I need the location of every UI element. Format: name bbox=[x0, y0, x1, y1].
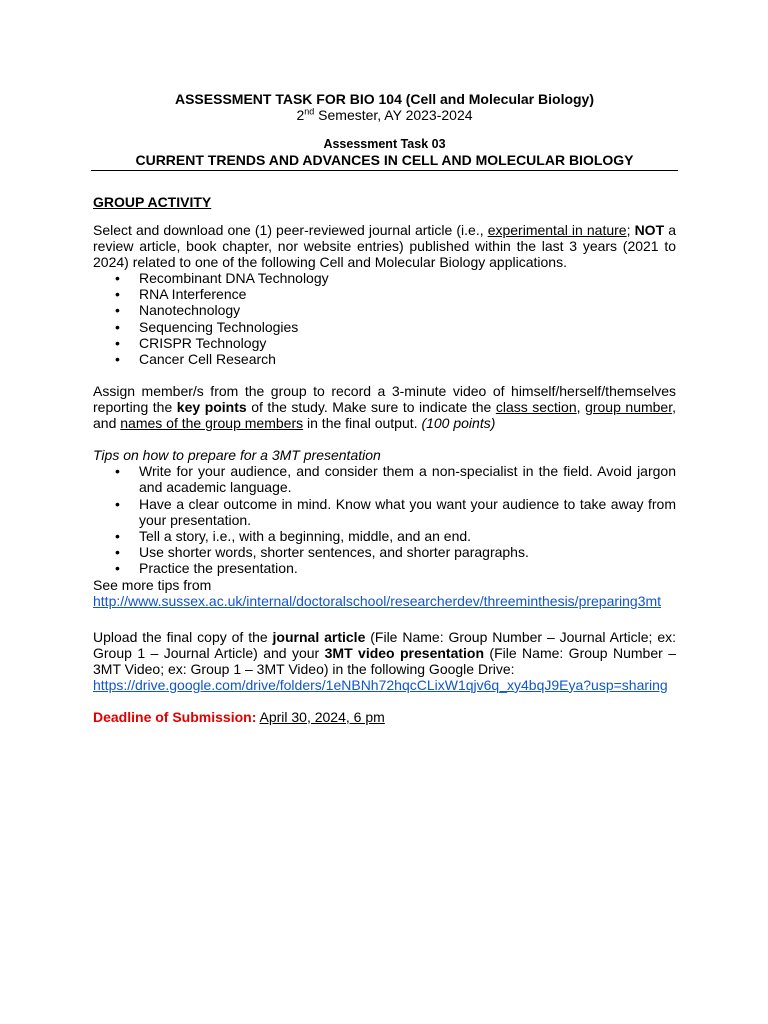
bullet-icon: • bbox=[115, 351, 120, 368]
bullet-icon: • bbox=[115, 334, 120, 351]
tips-heading: Tips on how to prepare for a 3MT presentation bbox=[93, 447, 381, 464]
assign-underline-class-section: class section bbox=[495, 399, 577, 416]
list-item bbox=[115, 334, 676, 351]
tips-list bbox=[93, 463, 676, 576]
list-item bbox=[115, 270, 676, 286]
bullet-icon: • bbox=[115, 286, 120, 303]
assign-text-3: , bbox=[576, 399, 586, 416]
bullet-icon: • bbox=[115, 560, 120, 577]
list-item bbox=[115, 351, 676, 368]
bullet-icon: • bbox=[115, 302, 120, 319]
upload-text-2: (File Name: Group Number – Journal Article; ex: Group 1 – Journal Article) and your bbox=[93, 628, 677, 661]
list-item bbox=[115, 286, 676, 303]
list-item bbox=[115, 302, 676, 319]
bullet-icon: • bbox=[115, 528, 120, 545]
intro-underline-experimental: experimental in nature bbox=[487, 222, 627, 238]
title-divider bbox=[91, 170, 678, 171]
task-number: Assessment Task 03 bbox=[323, 137, 446, 151]
list-item-text: Have a clear outcome in mind. Know what you want your audience to take away from your presentation. bbox=[139, 495, 676, 528]
list-item-text: CRISPR Technology bbox=[139, 334, 267, 351]
list-item-text: Nanotechnology bbox=[139, 302, 241, 319]
bullet-icon: • bbox=[115, 463, 120, 480]
semester-text: Semester, AY 2023-2024 bbox=[314, 107, 473, 123]
bullet-icon: • bbox=[115, 318, 120, 335]
assign-underline-group-number: group number bbox=[585, 399, 673, 416]
document-title: ASSESSMENT TASK FOR BIO 104 (Cell and Molecular Biology) bbox=[174, 91, 595, 107]
deadline-value: April 30, 2024, 6 pm bbox=[259, 708, 385, 725]
assign-paragraph bbox=[93, 383, 676, 431]
sussex-tips-link[interactable]: http://www.sussex.ac.uk/internal/doctoralschool/researcherdev/threeminthesis/preparing3mt bbox=[93, 592, 662, 609]
bullet-icon: • bbox=[115, 495, 120, 512]
assign-bold-key-points: key points bbox=[176, 399, 247, 416]
list-item-text: Recombinant DNA Technology bbox=[139, 270, 329, 286]
semester-line bbox=[93, 107, 676, 123]
deadline-label: Deadline of Submission: bbox=[93, 708, 257, 725]
list-item-text: Write for your audience, and consider them a non-specialist in the field. Avoid jargon and academic language. bbox=[139, 463, 676, 496]
list-item-text: Practice the presentation. bbox=[139, 560, 298, 577]
bullet-icon: • bbox=[115, 270, 120, 286]
section-heading-group-activity: GROUP ACTIVITY bbox=[93, 194, 212, 210]
bullet-icon: • bbox=[115, 544, 120, 561]
list-item bbox=[115, 544, 676, 561]
applications-list bbox=[93, 270, 676, 367]
assign-text-4: , and bbox=[93, 399, 676, 432]
task-title: CURRENT TRENDS AND ADVANCES IN CELL AND MOLECULAR BIOLOGY bbox=[135, 152, 634, 168]
assign-points: (100 points) bbox=[421, 415, 496, 432]
upload-paragraph bbox=[93, 629, 676, 677]
upload-bold-3mt-video: 3MT video presentation bbox=[324, 644, 485, 661]
intro-text-1: Select and download one (1) peer-reviewed journal article (i.e., bbox=[93, 222, 488, 238]
semester-number: 2 bbox=[296, 107, 305, 123]
list-item-text: Use shorter words, shorter sentences, and shorter paragraphs. bbox=[139, 544, 529, 561]
upload-text-1: Upload the final copy of the bbox=[93, 628, 273, 645]
list-item bbox=[115, 495, 676, 528]
assign-text-2: of the study. Make sure to indicate the bbox=[246, 399, 496, 416]
list-item-text: Sequencing Technologies bbox=[139, 318, 299, 335]
upload-text-3: (File Name: Group Number – 3MT Video; ex: Group 1 – 3MT Video) in the following Google Drive: bbox=[93, 644, 676, 677]
drive-link-paragraph bbox=[93, 677, 676, 693]
list-item bbox=[115, 463, 676, 496]
list-item bbox=[115, 318, 676, 335]
intro-text-2: ; bbox=[626, 222, 635, 238]
deadline-line bbox=[93, 709, 676, 725]
more-tips-paragraph bbox=[93, 593, 676, 609]
intro-bold-not: NOT bbox=[634, 222, 665, 238]
list-item bbox=[115, 528, 676, 545]
list-item-text: Cancer Cell Research bbox=[139, 351, 276, 368]
intro-text-3: a review article, book chapter, nor website entries) published within the last 3 years (2021 to 2024) related to one of the following Cell and Molecular Biology applications. bbox=[93, 222, 676, 270]
semester-ordinal: nd bbox=[304, 106, 315, 117]
more-tips-label: See more tips from bbox=[93, 576, 212, 593]
upload-bold-journal-article: journal article bbox=[272, 628, 366, 645]
assign-text-1: Assign member/s from the group to record a 3-minute video of himself/herself/themselves reporting the bbox=[93, 383, 676, 416]
list-item bbox=[115, 560, 676, 577]
list-item-text: Tell a story, i.e., with a beginning, middle, and an end. bbox=[139, 528, 472, 545]
assign-text-5: in the final output. bbox=[303, 415, 422, 432]
list-item-text: RNA Interference bbox=[139, 286, 247, 303]
google-drive-link[interactable]: https://drive.google.com/drive/folders/1eNBNh72hqcCLixW1qjv6q_xy4bqJ9Eya?usp=sharing bbox=[93, 676, 668, 693]
intro-paragraph bbox=[93, 222, 676, 270]
assign-underline-names: names of the group members bbox=[120, 415, 304, 432]
